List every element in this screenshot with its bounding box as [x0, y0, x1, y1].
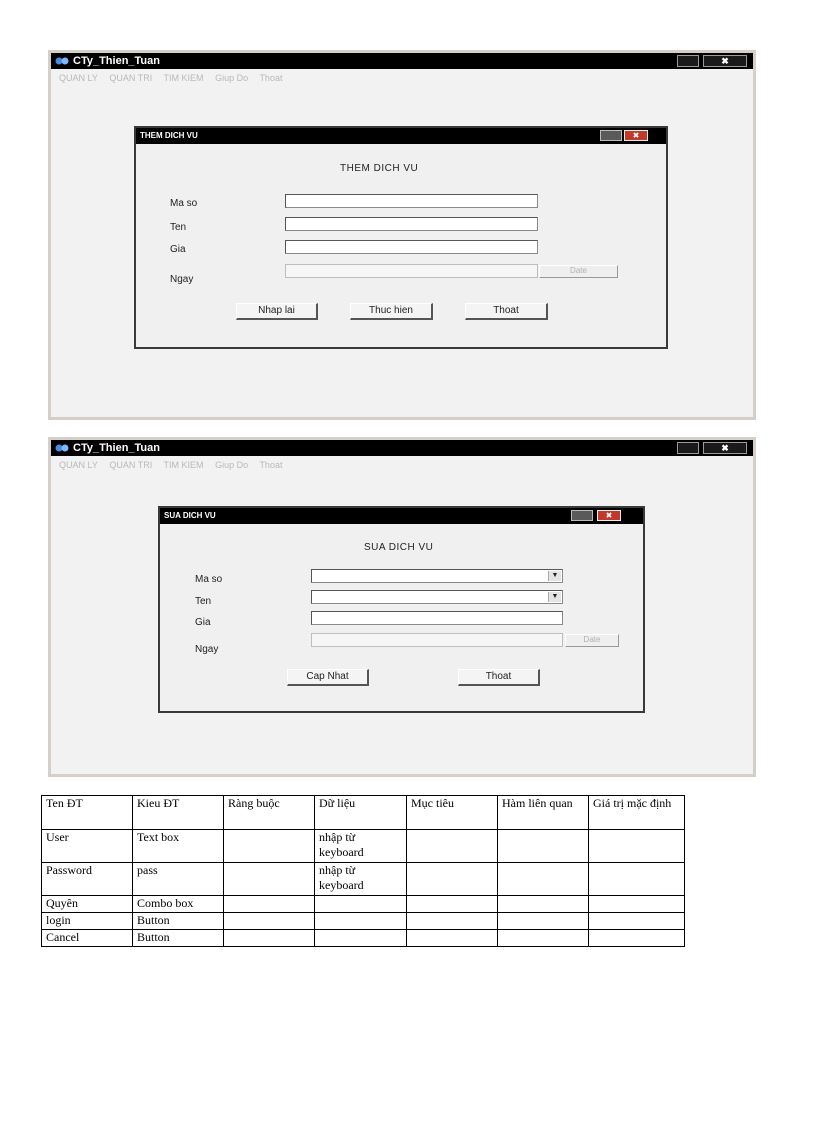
dialog-heading: THEM DICH VU: [340, 163, 419, 174]
cell: [315, 896, 407, 913]
menu-quan-tri[interactable]: QUAN TRI: [109, 460, 153, 470]
close-icon: ✖: [721, 56, 729, 66]
label-ten: Ten: [170, 222, 187, 233]
menu-bar: [59, 460, 291, 470]
dialog-close-button[interactable]: [597, 510, 621, 521]
cell: login: [42, 913, 133, 930]
table-row: [42, 896, 685, 913]
dialog-close-button[interactable]: [624, 130, 648, 141]
ngay-input[interactable]: [285, 264, 538, 278]
menu-quan-ly[interactable]: QUAN LY: [59, 73, 98, 83]
cap-nhat-button[interactable]: Cap Nhat: [287, 669, 369, 686]
cell: Quyên: [42, 896, 133, 913]
restore-button[interactable]: [677, 55, 699, 67]
chevron-down-icon[interactable]: ▼: [548, 592, 561, 602]
cell: [589, 913, 685, 930]
menu-quan-tri[interactable]: QUAN TRI: [109, 73, 153, 83]
ma-so-combo[interactable]: [311, 569, 563, 583]
header-muc-tieu: Mục tiêu: [407, 796, 498, 830]
cell: [407, 930, 498, 947]
menu-giup-do[interactable]: Giup Do: [215, 73, 249, 83]
nhap-lai-button[interactable]: Nhap lai: [236, 303, 318, 320]
dialog-sua-dich-vu: [158, 506, 645, 713]
app-icon: [55, 55, 69, 67]
app-window-them: [48, 50, 756, 420]
cell: [589, 830, 685, 863]
dialog-title[interactable]: THEM DICH VU: [136, 128, 666, 144]
cell: Cancel: [42, 930, 133, 947]
table-row: [42, 863, 685, 896]
thuc-hien-button[interactable]: Thuc hien: [350, 303, 433, 320]
chevron-down-icon[interactable]: ▼: [548, 571, 561, 581]
app-titlebar[interactable]: [51, 440, 753, 456]
menu-giup-do[interactable]: Giup Do: [215, 460, 249, 470]
thoat-button[interactable]: Thoat: [458, 669, 540, 686]
cell: [224, 830, 315, 863]
table-row: [42, 930, 685, 947]
cell: [224, 896, 315, 913]
cell: [589, 896, 685, 913]
date-button[interactable]: Date: [565, 634, 619, 647]
label-gia: Gia: [170, 244, 186, 255]
minimize-button[interactable]: [571, 510, 593, 521]
cell: [224, 930, 315, 947]
ngay-input[interactable]: [311, 633, 563, 647]
menu-thoat[interactable]: Thoat: [259, 73, 283, 83]
cell: [224, 913, 315, 930]
cell: [498, 913, 589, 930]
cell: Text box: [133, 830, 224, 863]
dialog-heading: SUA DICH VU: [364, 542, 434, 553]
cell: nhập từ keyboard: [315, 863, 407, 896]
app-titlebar[interactable]: [51, 53, 753, 69]
gia-input[interactable]: [285, 240, 538, 254]
dialog-them-dich-vu: [134, 126, 668, 349]
header-du-lieu: Dữ liệu: [315, 796, 407, 830]
table-row: [42, 830, 685, 863]
cell: [315, 930, 407, 947]
dialog-title[interactable]: SUA DICH VU: [160, 508, 643, 524]
menu-tim-kiem[interactable]: TIM KIEM: [163, 73, 204, 83]
cell: Button: [133, 913, 224, 930]
restore-button[interactable]: [677, 442, 699, 454]
label-ma-so: Ma so: [170, 198, 198, 209]
table-row: [42, 913, 685, 930]
close-icon: ✖: [721, 443, 729, 453]
cell: [589, 863, 685, 896]
app-title: CTy_Thien_Tuan: [73, 55, 160, 67]
cell: [498, 830, 589, 863]
cell: [407, 913, 498, 930]
cell: [407, 896, 498, 913]
ma-so-input[interactable]: [285, 194, 538, 208]
label-ngay: Ngay: [195, 644, 219, 655]
app-title: CTy_Thien_Tuan: [73, 442, 160, 454]
gia-input[interactable]: [311, 611, 563, 625]
cell: [224, 863, 315, 896]
cell: [407, 863, 498, 896]
menu-quan-ly[interactable]: QUAN LY: [59, 460, 98, 470]
control-spec-table: [41, 795, 685, 947]
header-kieu-dt: Kieu ĐT: [133, 796, 224, 830]
header-rang-buoc: Ràng buộc: [224, 796, 315, 830]
cell: nhập từ keyboard: [315, 830, 407, 863]
menu-thoat[interactable]: Thoat: [259, 460, 283, 470]
label-ngay: Ngay: [170, 274, 194, 285]
header-ham-lien-quan: Hàm liên quan: [498, 796, 589, 830]
close-icon: ✖: [632, 131, 640, 140]
cell: Button: [133, 930, 224, 947]
label-gia: Gia: [195, 617, 211, 628]
label-ten: Ten: [195, 596, 212, 607]
cell: pass: [133, 863, 224, 896]
menu-bar: [59, 73, 291, 83]
header-gia-tri-mac-dinh: Giá trị mặc định: [589, 796, 685, 830]
cell: [407, 830, 498, 863]
minimize-button[interactable]: [600, 130, 622, 141]
table-header-row: [42, 796, 685, 830]
label-ma-so: Ma so: [195, 574, 223, 585]
cell: [589, 930, 685, 947]
ten-combo[interactable]: [311, 590, 563, 604]
date-button[interactable]: Date: [539, 265, 618, 278]
cell: User: [42, 830, 133, 863]
cell: [498, 863, 589, 896]
app-window-sua: [48, 437, 756, 777]
cell: [498, 896, 589, 913]
cell: [315, 913, 407, 930]
ten-input[interactable]: [285, 217, 538, 231]
app-icon: [55, 442, 69, 454]
thoat-button[interactable]: Thoat: [465, 303, 548, 320]
close-button[interactable]: [703, 55, 747, 67]
cell: Password: [42, 863, 133, 896]
header-ten-dt: Ten ĐT: [42, 796, 133, 830]
close-button[interactable]: [703, 442, 747, 454]
menu-tim-kiem[interactable]: TIM KIEM: [163, 460, 204, 470]
cell: [498, 930, 589, 947]
close-icon: ✖: [605, 511, 613, 520]
cell: Combo box: [133, 896, 224, 913]
